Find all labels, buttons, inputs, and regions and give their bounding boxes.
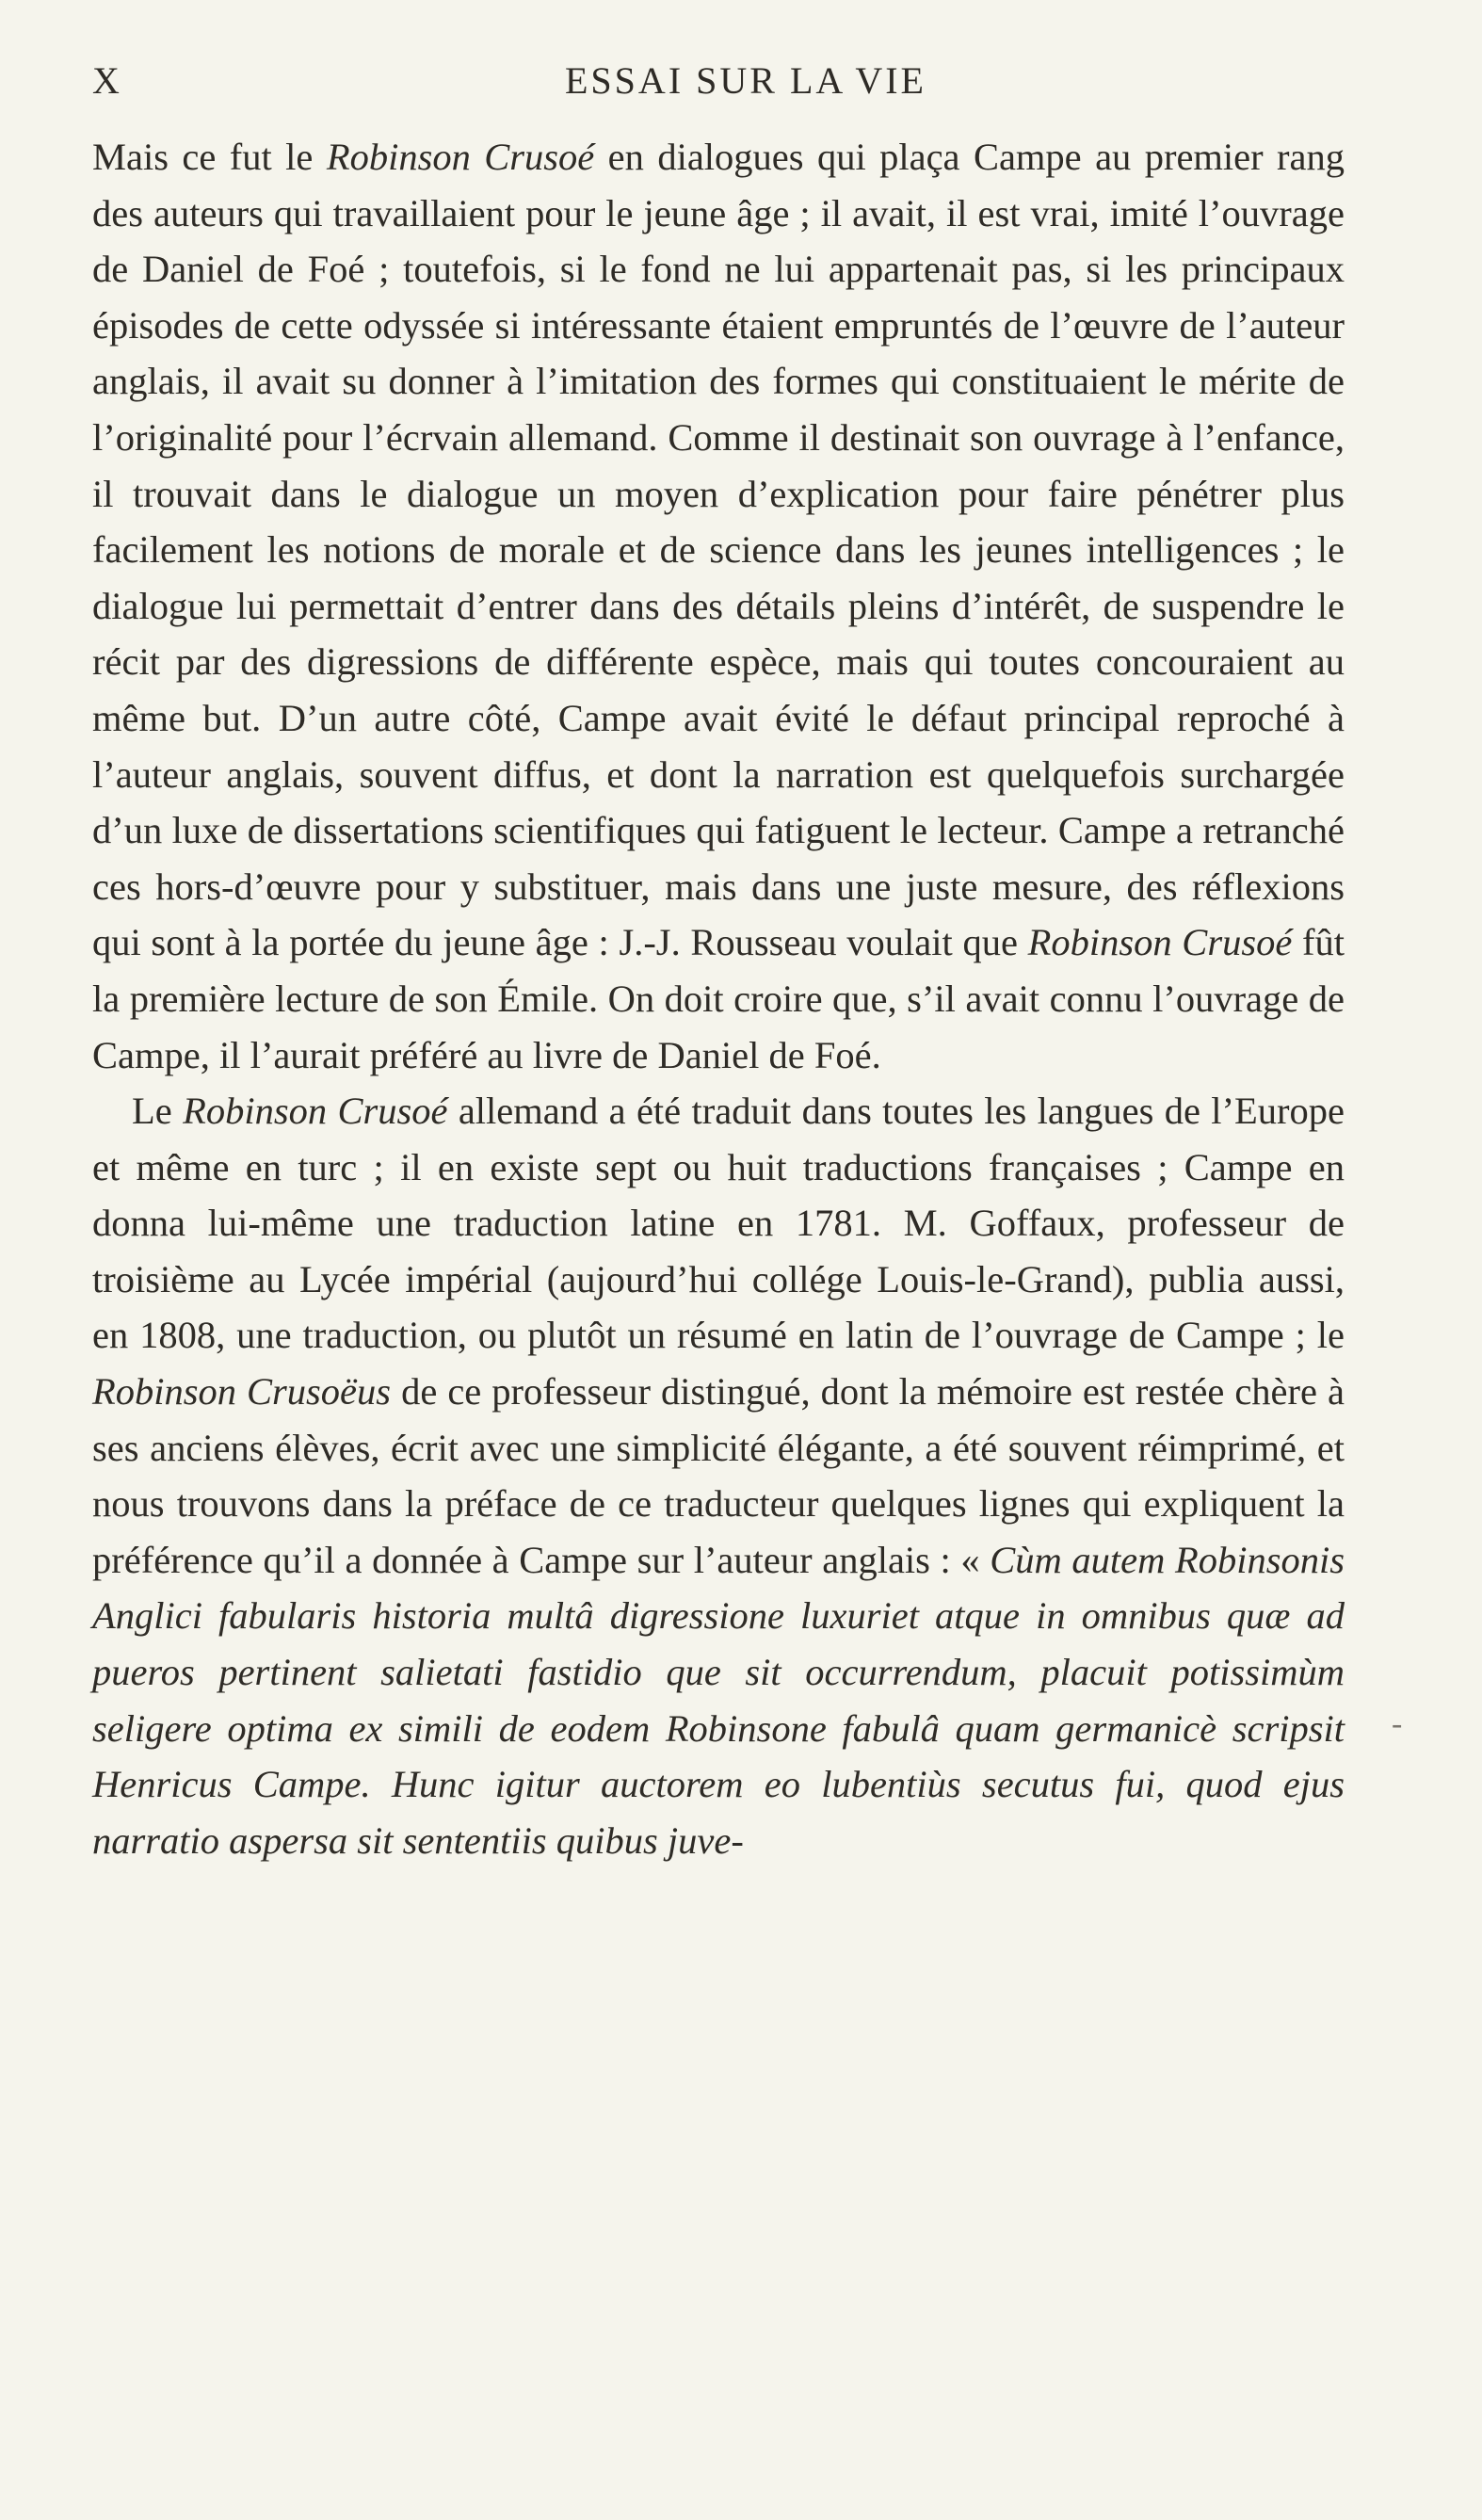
book-title-robinson-crusoe: Robinson Crusoé xyxy=(1027,921,1293,964)
paragraph-2-text-c: de ce professeur distingué, dont la mémoire est restée chère à ses anciens élèves, écrit avec une simplicité élégante, a été souvent réimprimé, et nous trouvons dans la préface de ce traducteur quelques lignes qui expliquent la préférence qu’il a donnée à Campe sur l’auteur anglais : « xyxy=(92,1370,1345,1581)
book-title-robinson-crusoeus: Robinson Crusoëus xyxy=(92,1370,392,1413)
paragraph-2 xyxy=(92,1083,1345,1868)
paragraph-2-text-a: Le xyxy=(132,1090,184,1133)
book-title-robinson-crusoe: Robinson Crusoé xyxy=(326,136,595,178)
paragraph-1-text-a: Mais ce fut le xyxy=(92,136,327,178)
book-title-robinson-crusoe: Robinson Crusoé xyxy=(183,1090,448,1133)
margin-mark: - xyxy=(1392,1706,1403,1741)
page-number: X xyxy=(92,59,121,102)
paragraph-1-text-c: fût la première lecture de son Émile. On doit croire que, s’il avait connu l’ouvrage de Campe, il l’aurait préféré au livre de Daniel de Foé. xyxy=(92,921,1345,1076)
body-text xyxy=(92,129,1345,1868)
latin-quotation: Cùm autem Robinsonis Anglici fabularis historia multâ digressione luxuriet atque in omnibus quæ ad pueros pertinent salietati fastidio que sit occurrendum, placuit potissimùm seligere optima ex simili de eodem Robinsone fabulâ quam germanicè scripsit Henricus Campe. Hunc igitur auctorem eo lubentiùs secutus fui, quod ejus narratio aspersa sit sententiis quibus juve- xyxy=(92,1538,1345,1862)
paragraph-2-text-b: allemand a été traduit dans toutes les langues de l’Europe et même en turc ; il en existe sept ou huit traductions françaises ; Campe en donna lui-même une traduction latine en 1781. M. Goffaux, professeur de troisième au Lycée impérial (aujourd’hui collége Louis-le-Grand), publia aussi, en 1808, une traduction, ou plutôt un résumé en latin de l’ouvrage de Campe ; le xyxy=(92,1090,1345,1357)
page-header xyxy=(87,58,1348,111)
running-title: ESSAI SUR LA VIE xyxy=(565,59,926,102)
paragraph-1 xyxy=(92,129,1345,1083)
paragraph-1-text-b: en dialogues qui plaça Campe au premier rang des auteurs qui travaillaient pour le jeune âge ; il avait, il est vrai, imité l’ouvrage de Daniel de Foé ; toutefois, si le fond ne lui appartenait pas, si les principaux épisodes de cette odyssée si intéressante étaient empruntés de l’œuvre de l’auteur anglais, il avait su donner à l’imitation des formes qui constituaient le mérite de l’originalité pour l’écrvain allemand. Comme il destinait son ouvrage à l’enfance, il trouvait dans le dialogue un moyen d’explication pour faire pénétrer plus facilement les notions de morale et de science dans les jeunes intelligences ; le dialogue lui permettait d’entrer dans des détails pleins d’intérêt, de suspendre le récit par des digressions de différente espèce, mais qui toutes concouraient au même but. D’un autre côté, Campe avait évité le défaut principal reproché à l’auteur anglais, souvent diffus, et dont la narration est quelquefois surchargée d’un luxe de dissertations scientifiques qui fatiguent le lecteur. Campe a retranché ces hors-d’œuvre pour y substituer, mais dans une juste mesure, des réflexions qui sont à la portée du jeune âge : J.-J. Rousseau voulait que xyxy=(92,136,1345,964)
